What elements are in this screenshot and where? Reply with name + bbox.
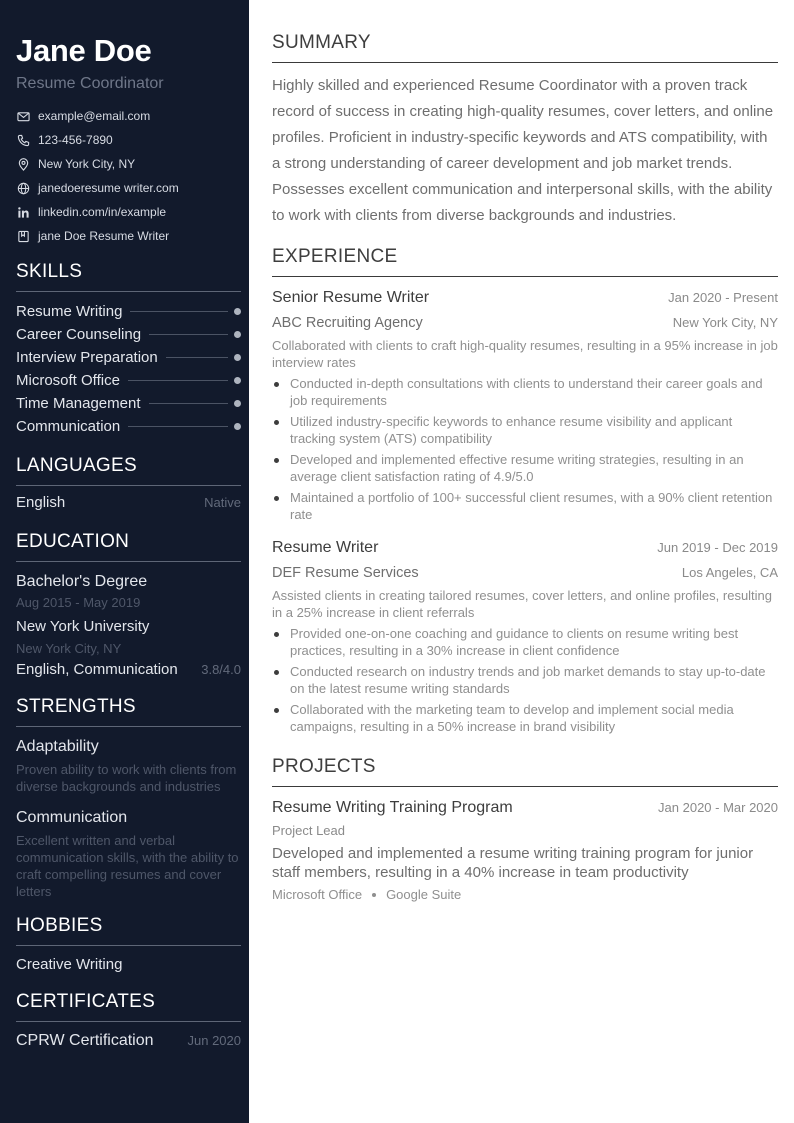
job-company: DEF Resume Services (272, 565, 419, 581)
skill-divider (149, 334, 228, 335)
skill-item (16, 346, 241, 369)
job-header (272, 537, 778, 559)
envelope-icon (16, 109, 30, 123)
project-description: Developed and implemented a resume writing training program for junior staff members, resulting in a 40% increase in team productivity (272, 845, 754, 881)
skill-label: Microsoft Office (16, 372, 120, 389)
strength-item (16, 806, 241, 900)
strengths-heading: STRENGTHS (16, 695, 241, 727)
phone-icon (16, 133, 30, 147)
skill-divider (128, 380, 228, 381)
languages-heading: LANGUAGES (16, 454, 241, 486)
project-tag: Google Suite (386, 887, 462, 902)
bookmark-icon (16, 229, 30, 243)
education-degree: Bachelor's Degree (16, 573, 148, 590)
contact-website-text: janedoeresume writer.com (38, 181, 179, 195)
contact-linkedin-text: linkedin.com/in/example (38, 205, 167, 219)
projects-heading: PROJECTS (272, 755, 778, 787)
job-bullet: Maintained a portfolio of 100+ successful client resumes, with a 90% client retention rate (272, 489, 778, 523)
skill-dot (234, 354, 241, 361)
skill-dot (234, 308, 241, 315)
job-bullet: Conducted research on industry trends and job market demands to stay up-to-date on the latest resume writing standards (272, 663, 778, 697)
skill-dot (234, 423, 241, 430)
globe-icon (16, 181, 30, 195)
project-tag: Microsoft Office (272, 887, 363, 902)
education-field: English, Communication (16, 661, 178, 678)
strength-title: Communication (16, 809, 128, 826)
certificate-date: Jun 2020 (187, 1033, 241, 1048)
language-name: English (16, 494, 66, 511)
skill-item (16, 300, 241, 323)
education-location: New York City, NY (16, 641, 122, 656)
strength-desc: Proven ability to work with clients from diverse backgrounds and industries (16, 762, 237, 794)
skill-label: Career Counseling (16, 326, 142, 343)
contact-phone[interactable] (16, 128, 241, 152)
main-content (272, 0, 778, 1123)
strength-desc: Excellent written and verbal communication skills, with the ability to craft compelling resumes and cover letters (16, 833, 239, 899)
job-subheader (272, 559, 778, 584)
skill-label: Time Management (16, 395, 141, 412)
project-title: Resume Writing Training Program (272, 799, 513, 816)
job-description: Collaborated with clients to craft high-quality resumes, resulting in a 95% increase in job interview rates (272, 338, 778, 370)
strength-title: Adaptability (16, 738, 99, 755)
job-company: ABC Recruiting Agency (272, 315, 423, 331)
job-bullet: Utilized industry-specific keywords to enhance resume visibility and applicant tracking system (ATS) compatibility (272, 413, 778, 447)
project-header (272, 797, 778, 819)
project-dates: Jan 2020 - Mar 2020 (658, 800, 778, 815)
education-heading: EDUCATION (16, 530, 241, 562)
job-bullets (272, 375, 778, 523)
location-pin-icon (16, 157, 30, 171)
job-entry (272, 287, 778, 523)
job-subheader (272, 309, 778, 334)
skill-dot (234, 400, 241, 407)
linkedin-icon (16, 205, 30, 219)
job-bullets (272, 625, 778, 735)
person-name: Jane Doe (16, 33, 152, 68)
strength-item (16, 735, 241, 795)
skill-dot (234, 331, 241, 338)
contact-website[interactable] (16, 176, 241, 200)
education-school: New York University (16, 618, 150, 635)
education-dates: Aug 2015 - May 2019 (16, 595, 141, 610)
language-level: Native (204, 495, 241, 510)
certificate-item (16, 1030, 241, 1052)
tag-separator-dot (372, 893, 376, 897)
contact-portfolio[interactable] (16, 224, 241, 248)
contact-email[interactable] (16, 104, 241, 128)
sidebar (0, 0, 249, 1123)
skill-dot (234, 377, 241, 384)
skills-heading: SKILLS (16, 260, 241, 292)
job-description: Assisted clients in creating tailored resumes, cover letters, and online profiles, resulting in a 25% increase in client referrals (272, 588, 773, 620)
job-dates: Jun 2019 - Dec 2019 (657, 540, 778, 555)
job-header (272, 287, 778, 309)
job-entry (272, 537, 778, 735)
certificates-heading: CERTIFICATES (16, 990, 241, 1022)
job-bullet: Collaborated with the marketing team to develop and implement social media campaigns, resulting in a 50% increase in brand visibility (272, 701, 778, 735)
contact-list (16, 104, 241, 248)
contact-location-text: New York City, NY (38, 157, 136, 171)
job-bullet: Developed and implemented effective resume writing strategies, resulting in an average client satisfaction rating of 4.9/5.0 (272, 451, 778, 485)
job-location: Los Angeles, CA (681, 565, 778, 580)
contact-phone-text: 123-456-7890 (38, 133, 113, 147)
summary-heading: SUMMARY (272, 31, 778, 63)
contact-email-text: example@email.com (38, 109, 151, 123)
skill-divider (166, 357, 228, 358)
skill-label: Communication (16, 418, 121, 435)
job-dates: Jan 2020 - Present (668, 290, 778, 305)
skill-item (16, 323, 241, 346)
hobby-item: Creative Writing (16, 956, 123, 973)
job-bullet: Provided one-on-one coaching and guidance to clients on resume writing best practices, resulting in a 30% increase in client confidence (272, 625, 778, 659)
job-bullet: Conducted in-depth consultations with clients to understand their career goals and job requirements (272, 375, 778, 409)
contact-portfolio-text: jane Doe Resume Writer (38, 229, 170, 243)
job-title: Senior Resume Writer (272, 289, 430, 306)
summary-text: Highly skilled and experienced Resume Coordinator with a proven track record of success in creating high-quality resumes, cover letters, and online profiles. Proficient in industry-specific keywords and ATS compatibility, with a strong understanding of career development and job market trends. Possesses excellent communication and interpersonal skills, with the ability to work with clients from diverse backgrounds and industries. (272, 77, 774, 224)
contact-linkedin[interactable] (16, 200, 241, 224)
language-item (16, 494, 241, 516)
skill-item (16, 369, 241, 392)
project-role: Project Lead (272, 823, 345, 838)
project-entry (272, 797, 778, 902)
skill-label: Interview Preparation (16, 349, 158, 366)
contact-location (16, 152, 241, 176)
skill-item (16, 415, 241, 438)
skill-divider (128, 426, 228, 427)
job-title: Resume Writer (272, 539, 379, 556)
hobbies-heading: HOBBIES (16, 914, 241, 946)
skill-divider (149, 403, 229, 404)
skill-label: Resume Writing (16, 303, 123, 320)
certificate-name: CPRW Certification (16, 1032, 154, 1049)
education-field-row (16, 659, 241, 681)
person-role: Resume Coordinator (16, 75, 164, 92)
education-entry (16, 570, 241, 681)
project-tags (272, 887, 778, 902)
skill-divider (130, 311, 228, 312)
skill-item (16, 392, 241, 415)
education-gpa: 3.8/4.0 (201, 662, 241, 677)
job-location: New York City, NY (672, 315, 778, 330)
skills-list (16, 300, 241, 438)
experience-heading: EXPERIENCE (272, 245, 778, 277)
